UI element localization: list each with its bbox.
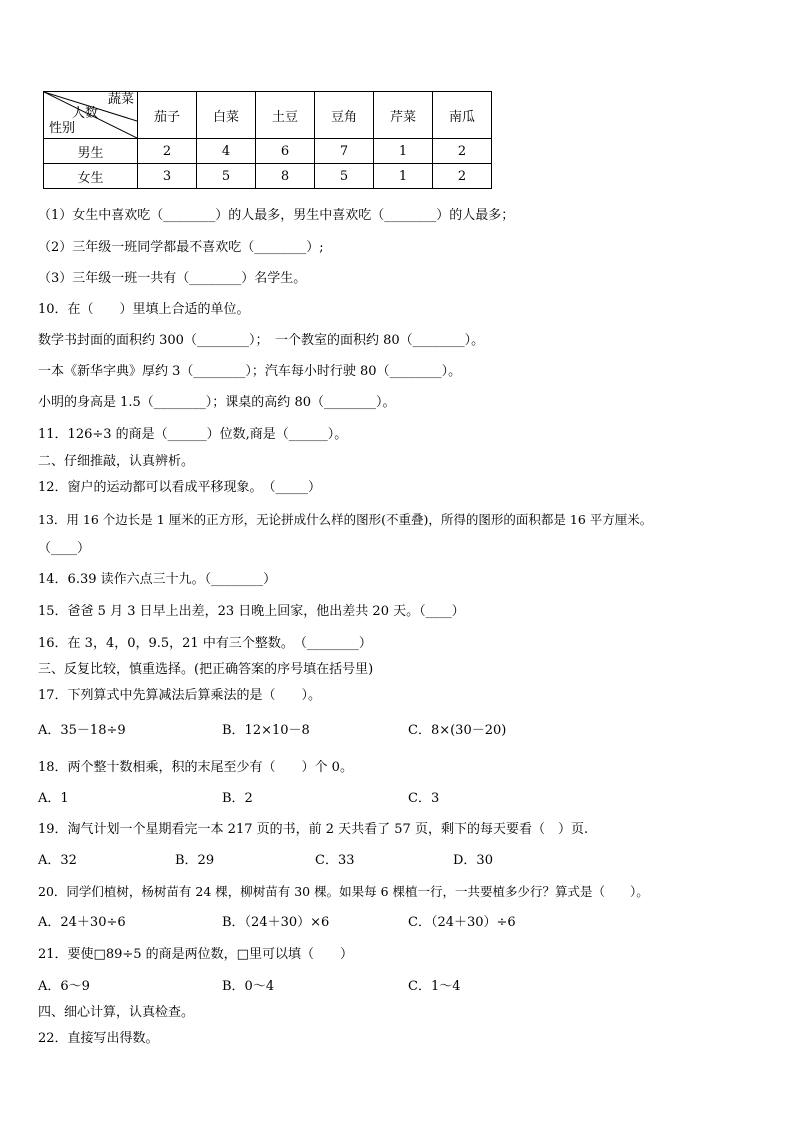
table-cell: 2: [433, 139, 492, 164]
q9-part3: （3）三年级一班一共有（________）名学生。: [38, 271, 307, 286]
table-row: [44, 164, 492, 189]
section-2-heading: 二、仔细推敲，认真辨析。: [38, 454, 195, 469]
table-row: [44, 139, 492, 164]
question-15: 15．爸爸 5 月 3 日早上出差，23 日晚上回家，他出差共 20 天。（____）: [38, 604, 465, 619]
column-header: 南瓜: [433, 92, 492, 139]
corner-gender-label: 性别: [49, 121, 76, 136]
q19-option-c: C．33: [315, 853, 355, 868]
question-20: 20．同学们植树，杨树苗有 24 棵，柳树苗有 30 棵。如果每 6 棵植一行，一共要植多少行？算式是（ ）。: [38, 884, 649, 899]
corner-vegetable-label: 蔬菜: [107, 92, 134, 107]
question-16: 16．在 3，4，0，9.5，21 中有三个整数。 （________）: [38, 636, 372, 651]
q17-option-b: B．12×10－8: [222, 723, 310, 738]
q19-option-d: D．30: [453, 853, 493, 868]
table-cell: 1: [374, 139, 433, 164]
q21-option-c: C．1～4: [408, 979, 461, 994]
q9-part1: （1）女生中喜欢吃（________）的人最多，男生中喜欢吃（________）的人最多；: [38, 208, 515, 223]
table-cell: 8: [256, 164, 315, 189]
column-header: 白菜: [197, 92, 256, 139]
table-cell: 5: [315, 164, 374, 189]
table-cell: 2: [138, 139, 197, 164]
corner-count-label: 人数: [72, 106, 99, 121]
question-13: 13．用 16 个边长是 1 厘米的正方形，无论拼成什么样的图形(不重叠)，所得的图形的面积都是 16 平方厘米。: [38, 512, 653, 527]
section-4-heading: 四、细心计算，认真检查。: [38, 1005, 195, 1020]
question-11: 11．126÷3 的商是（______）位数,商是（______）。: [38, 427, 348, 442]
question-22: 22．直接写出得数。: [38, 1031, 159, 1046]
q10-line3: 小明的身高是 1.5（________）；课桌的高约 80（________）。: [38, 395, 396, 410]
q9-part2: （2）三年级一班同学都最不喜欢吃（________）;: [38, 240, 324, 255]
section-3-heading: 三、反复比较，慎重选择。(把正确答案的序号填在括号里): [38, 662, 374, 677]
question-10: 10．在（ ）里填上合适的单位。: [38, 302, 250, 317]
table-corner-header: [44, 92, 138, 139]
q21-option-a: A．6～9: [38, 979, 90, 994]
q18-option-c: C．3: [408, 791, 440, 806]
q21-option-b: B．0～4: [222, 979, 275, 994]
row-label: 女生: [44, 164, 138, 189]
q20-option-b: B．（24＋30）×6: [222, 915, 330, 930]
q20-option-a: A．24＋30÷6: [38, 915, 126, 930]
q20-option-c: C．（24＋30）÷6: [408, 915, 516, 930]
table-cell: 5: [197, 164, 256, 189]
question-17: 17．下列算式中先算减法后算乘法的是（ ）。: [38, 688, 322, 703]
question-12: 12．窗户的运动都可以看成平移现象。 （_____）: [38, 480, 322, 495]
question-14: 14．6.39 读作六点三十九。（________）: [38, 572, 277, 587]
column-header: 土豆: [256, 92, 315, 139]
q19-option-b: B．29: [175, 853, 215, 868]
question-21: 21．要使□89÷5 的商是两位数，□里可以填（ ）: [38, 947, 353, 962]
table-cell: 1: [374, 164, 433, 189]
q10-line2: 一本《新华字典》厚约 3（________）；汽车每小时行驶 80（________）。: [38, 364, 462, 379]
q19-option-a: A．32: [38, 853, 77, 868]
table-cell: 7: [315, 139, 374, 164]
q17-option-a: A．35－18÷9: [38, 723, 126, 738]
table-cell: 3: [138, 164, 197, 189]
question-18: 18．两个整十数相乘，积的末尾至少有（ ）个 0。: [38, 760, 353, 775]
column-header: 芹菜: [374, 92, 433, 139]
q18-option-b: B．2: [222, 791, 253, 806]
vegetable-preference-table: [43, 91, 492, 189]
q17-option-c: C．8×(30－20): [408, 723, 507, 738]
row-label: 男生: [44, 139, 138, 164]
table-cell: 4: [197, 139, 256, 164]
table-cell: 6: [256, 139, 315, 164]
column-header: 茄子: [138, 92, 197, 139]
question-19: 19．淘气计划一个星期看完一本 217 页的书，前 2 天共看了 57 页，剩下的每天要看（ ）页.: [38, 822, 589, 837]
q18-option-a: A．1: [38, 791, 69, 806]
table-cell: 2: [433, 164, 492, 189]
column-header: 豆角: [315, 92, 374, 139]
q13-answer: （____）: [38, 541, 91, 556]
q10-line1: 数学书封面的面积约 300（________）； 一个教室的面积约 80（________）。: [38, 333, 485, 348]
